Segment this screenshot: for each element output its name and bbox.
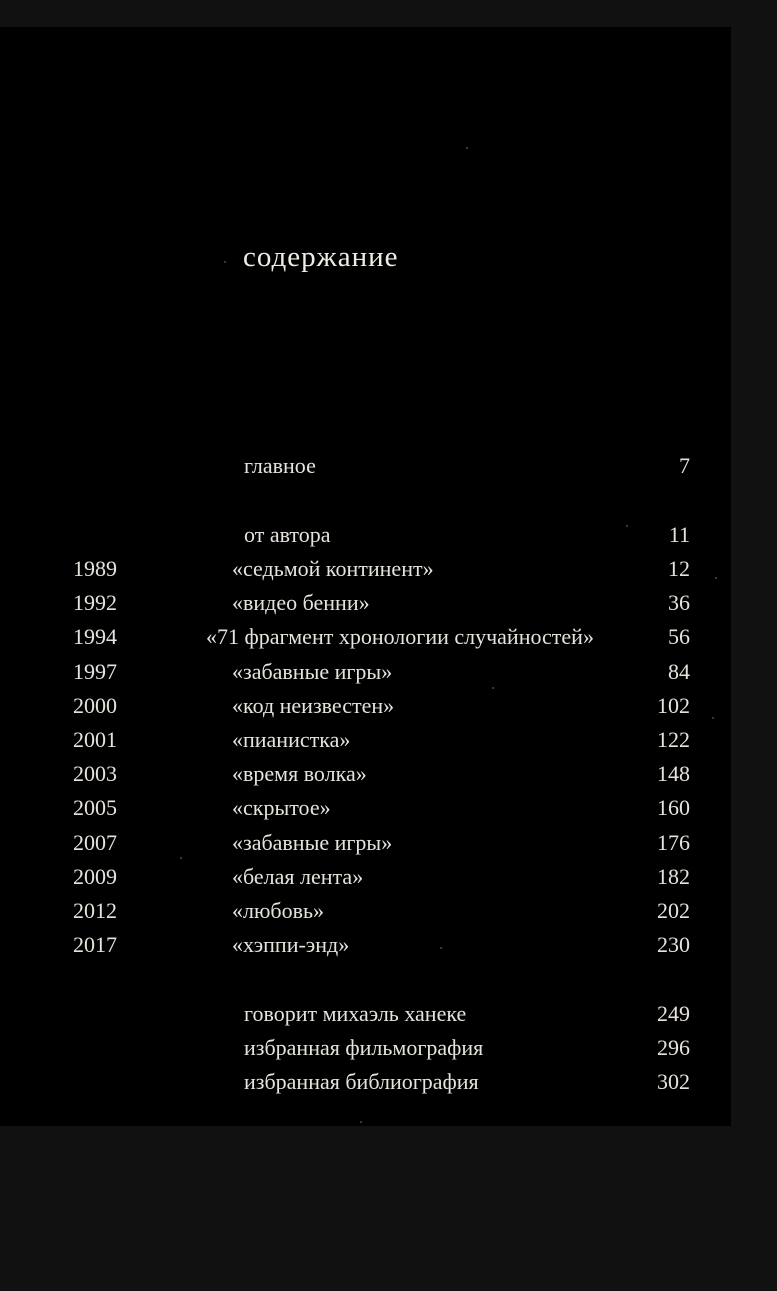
toc-entry-page: 102 [657,693,690,718]
toc-film-entry [0,932,731,966]
toc-entry-page: 84 [668,659,690,684]
toc-film-year: 1994 [73,624,117,649]
toc-film-title: «забавные игры» [232,830,393,855]
toc-entry [0,1069,731,1103]
toc-entry-page: 182 [657,864,690,889]
toc-film-entry [0,795,731,829]
toc-film-entry [0,830,731,864]
toc-film-year: 2009 [73,864,117,889]
toc-film-title: «белая лента» [232,864,364,889]
scan-speck [626,525,628,527]
toc-film-entry [0,727,731,761]
toc-entry-page: 230 [657,932,690,957]
toc-film-entry [0,624,731,658]
toc-entry [0,1035,731,1069]
scan-speck [712,717,714,719]
toc-film-title: «забавные игры» [232,659,393,684]
toc-film-year: 1992 [73,590,117,615]
toc-film-title: «видео бенни» [232,590,370,615]
book-page [0,27,731,1126]
toc-entry [0,453,731,487]
toc-entry-page: 176 [657,830,690,855]
toc-entry-page: 249 [657,1001,690,1026]
toc-entry-page: 12 [668,556,690,581]
toc-entry-page: 202 [657,898,690,923]
toc-entry-page: 36 [668,590,690,615]
toc-entry-label: избранная библиография [244,1069,479,1094]
toc-film-title: «скрытое» [232,795,331,820]
toc-film-title: «любовь» [232,898,325,923]
toc-entry-label: от автора [244,522,331,547]
toc-entry-page: 11 [668,522,690,547]
toc-entry-label: избранная фильмография [244,1035,484,1060]
toc-entry-label: говорит михаэль ханеке [244,1001,467,1026]
toc-entry [0,1001,731,1035]
toc-film-entry [0,590,731,624]
toc-film-year: 2001 [73,727,117,752]
toc-film-title: «хэппи-энд» [232,932,350,957]
toc-entry-page: 56 [668,624,690,649]
toc-film-title: «71 фрагмент хронологии случайностей» [206,624,594,649]
scan-speck [224,261,226,263]
toc-film-entry [0,659,731,693]
toc-entry-page: 160 [657,795,690,820]
toc-film-year: 2007 [73,830,117,855]
page-title: содержание [243,241,399,273]
toc-film-title: «пианистка» [232,727,351,752]
scan-speck [466,147,468,149]
toc-film-title: «время волка» [232,761,367,786]
scan-speck [360,1121,362,1123]
toc-film-entry [0,898,731,932]
toc-entry-page: 7 [679,453,690,478]
scan-speck [440,947,442,949]
toc-film-title: «седьмой континент» [232,556,434,581]
toc-film-year: 2000 [73,693,117,718]
scan-speck [715,577,717,579]
toc-film-year: 1997 [73,659,117,684]
toc-film-year: 2003 [73,761,117,786]
toc-entry-page: 148 [657,761,690,786]
toc-film-year: 1989 [73,556,117,581]
toc-film-year: 2012 [73,898,117,923]
toc-film-entry [0,761,731,795]
toc-film-entry [0,556,731,590]
toc-film-entry [0,864,731,898]
toc-entry-page: 302 [657,1069,690,1094]
toc-film-entry [0,693,731,727]
toc-film-title: «код неизвестен» [232,693,395,718]
toc-entry-label: главное [244,453,316,478]
toc-entry-page: 122 [657,727,690,752]
scan-speck [492,687,494,689]
toc-film-year: 2005 [73,795,117,820]
toc-film-year: 2017 [73,932,117,957]
toc-entry-page: 296 [657,1035,690,1060]
toc-entry [0,522,731,556]
scan-speck [180,857,182,859]
